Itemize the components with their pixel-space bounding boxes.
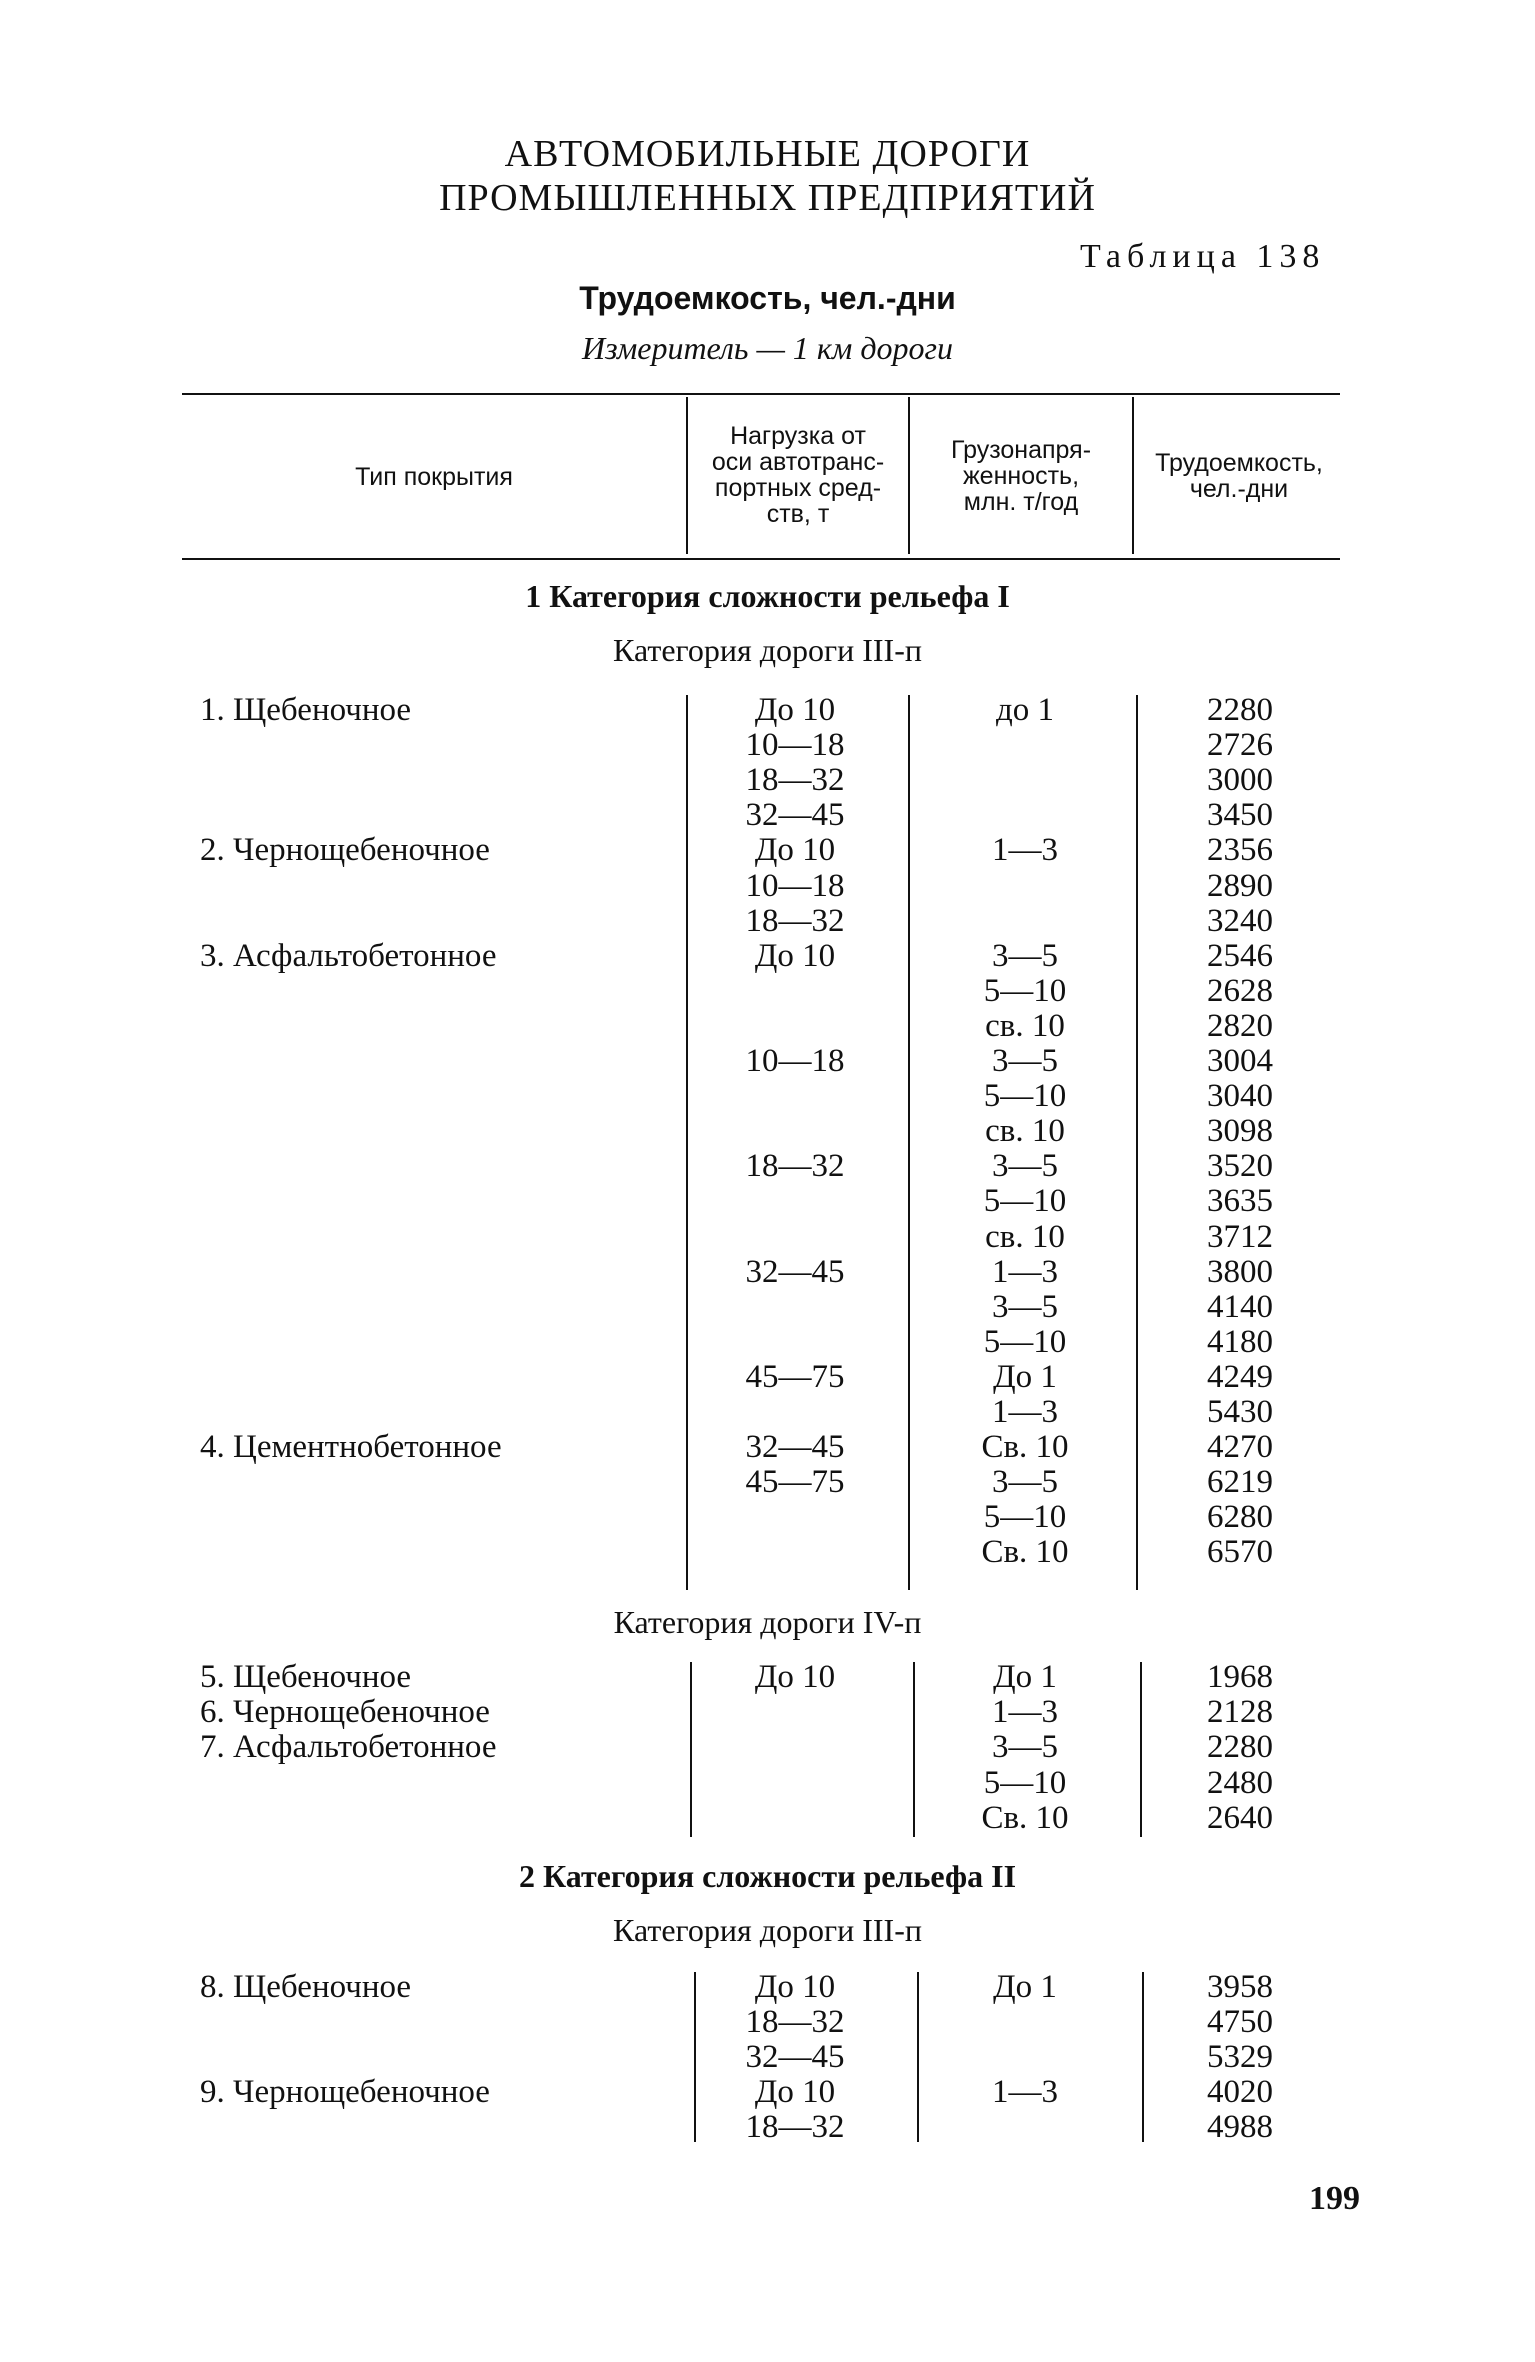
header-labor-line-2: чел.-дни — [1189, 475, 1289, 503]
axle-load-cell: 18—32 — [745, 2004, 845, 2040]
axle-load-cell: 18—32 — [745, 902, 845, 939]
header-load-line-1: Нагрузка от — [730, 422, 866, 450]
labor-intensity-cell: 6570 — [1207, 1534, 1273, 1571]
header-type: Тип покрытия — [355, 463, 513, 491]
freight-intensity-cell: до 1 — [995, 692, 1055, 728]
freight-intensity-cell: 1—3 — [992, 1694, 1058, 1731]
axle-load-cell: 45—75 — [745, 1358, 845, 1395]
freight-intensity-cell: 3—5 — [992, 1288, 1058, 1325]
running-title-line-1: АВТОМОБИЛЬНЫЕ ДОРОГИ — [504, 133, 1031, 175]
freight-intensity-cell: св. 10 — [985, 1218, 1065, 1255]
freight-intensity-cell: 1—3 — [992, 1394, 1058, 1430]
cover-type-cell: 7. Асфальтобетонное — [200, 1729, 497, 1766]
running-title-line-2: ПРОМЫШЛЕННЫХ ПРЕДПРИЯТИЙ — [439, 177, 1096, 219]
freight-intensity-cell: До 1 — [993, 1358, 1057, 1395]
header-freight-line-3: млн. т/год — [963, 488, 1079, 516]
freight-intensity-cell: 5—10 — [983, 1499, 1067, 1536]
axle-load-cell: До 10 — [754, 1969, 836, 2005]
labor-intensity-cell: 4988 — [1207, 2109, 1273, 2145]
axle-load-cell: 18—32 — [745, 2109, 845, 2145]
labor-intensity-cell: 4249 — [1207, 1358, 1273, 1395]
header-divider-2 — [908, 397, 910, 554]
labor-intensity-cell: 2546 — [1207, 937, 1273, 974]
axle-load-cell: 32—45 — [745, 2039, 845, 2075]
section-title-1: 1 Категория сложности рельефа I — [525, 578, 1010, 614]
labor-intensity-cell: 3958 — [1207, 1969, 1273, 2005]
axle-load-cell: 32—45 — [745, 1253, 845, 1290]
freight-intensity-cell: 3—5 — [992, 1729, 1058, 1766]
labor-intensity-cell: 3712 — [1207, 1218, 1273, 1255]
header-bottom-rule — [182, 558, 1340, 560]
axle-load-cell: До 10 — [754, 2074, 836, 2110]
labor-intensity-cell: 2890 — [1207, 867, 1273, 904]
header-divider-1 — [686, 397, 688, 554]
labor-intensity-cell: 2820 — [1207, 1007, 1273, 1044]
axle-load-cell: 18—32 — [745, 762, 845, 799]
labor-intensity-cell: 3098 — [1207, 1113, 1273, 1150]
axle-load-cell: До 10 — [754, 832, 836, 869]
axle-load-cell: 32—45 — [745, 1429, 845, 1466]
header-freight-line-2: женность, — [962, 462, 1080, 490]
section-title-2: 2 Категория сложности рельефа II — [518, 1858, 1017, 1894]
header-load-line-2: оси автотранс- — [711, 448, 885, 476]
labor-intensity-cell: 6280 — [1207, 1499, 1273, 1536]
labor-intensity-cell: 4180 — [1207, 1323, 1273, 1360]
labor-intensity-cell: 2480 — [1207, 1764, 1273, 1801]
freight-intensity-cell: Св. 10 — [981, 1429, 1069, 1466]
freight-intensity-cell: 5—10 — [983, 1183, 1067, 1220]
header-labor-line-1: Трудоемкость, — [1155, 449, 1323, 477]
header-load-line-3: портных сред- — [714, 474, 882, 502]
labor-intensity-cell: 1968 — [1207, 1659, 1273, 1695]
axle-load-cell: 10—18 — [745, 727, 845, 764]
freight-intensity-cell: Св. 10 — [981, 1534, 1069, 1571]
labor-intensity-cell: 3450 — [1207, 797, 1273, 834]
labor-intensity-cell: 2628 — [1207, 972, 1273, 1009]
labor-intensity-cell: 3520 — [1207, 1148, 1273, 1185]
road-category-s2-a: Категория дороги III-п — [613, 1912, 922, 1948]
freight-intensity-cell: 1—3 — [992, 832, 1058, 869]
table-number: Таблица 138 — [1080, 238, 1326, 275]
cover-type-cell: 1. Щебеночное — [200, 692, 412, 728]
axle-load-cell: До 10 — [754, 937, 836, 974]
header-labor — [1136, 450, 1342, 502]
freight-intensity-cell: 5—10 — [983, 972, 1067, 1009]
freight-intensity-cell: 5—10 — [983, 1764, 1067, 1801]
labor-intensity-cell: 3800 — [1207, 1253, 1273, 1290]
cover-type-cell: 5. Щебеночное — [200, 1659, 412, 1695]
page-number: 199 — [1309, 2180, 1360, 2217]
freight-intensity-cell: Св. 10 — [981, 1799, 1069, 1836]
table-measure: Измеритель — 1 км дороги — [582, 330, 953, 366]
freight-intensity-cell: 5—10 — [983, 1078, 1067, 1115]
cover-type-cell: 3. Асфальтобетонное — [200, 937, 497, 974]
header-load — [690, 423, 906, 527]
labor-intensity-cell: 4140 — [1207, 1288, 1273, 1325]
labor-intensity-cell: 2128 — [1207, 1694, 1273, 1731]
road-category-s1-b: Категория дороги IV-п — [613, 1604, 922, 1640]
labor-intensity-cell: 2726 — [1207, 727, 1273, 764]
cover-type-cell: 8. Щебеночное — [200, 1969, 412, 2005]
road-category-s1-a: Категория дороги III-п — [613, 632, 922, 668]
cover-type-cell: 9. Чернощебеночное — [200, 2074, 490, 2110]
freight-intensity-cell: До 1 — [993, 1659, 1057, 1695]
freight-intensity-cell: св. 10 — [985, 1113, 1065, 1150]
labor-intensity-cell: 5329 — [1207, 2039, 1273, 2075]
header-top-rule — [182, 393, 1340, 395]
axle-load-cell: До 10 — [754, 692, 836, 728]
labor-intensity-cell: 4270 — [1207, 1429, 1273, 1466]
freight-intensity-cell: До 1 — [993, 1969, 1057, 2005]
axle-load-cell: 32—45 — [745, 797, 845, 834]
freight-intensity-cell: 1—3 — [992, 1253, 1058, 1290]
cover-type-cell: 4. Цементнобетонное — [200, 1429, 502, 1466]
labor-intensity-cell: 3004 — [1207, 1043, 1273, 1079]
labor-intensity-cell: 2280 — [1207, 692, 1273, 728]
labor-intensity-cell: 2280 — [1207, 1729, 1273, 1766]
freight-intensity-cell: 3—5 — [992, 1043, 1058, 1079]
labor-intensity-cell: 6219 — [1207, 1464, 1273, 1501]
table-caption: Трудоемкость, чел.-дни — [579, 280, 956, 316]
freight-intensity-cell: 1—3 — [992, 2074, 1058, 2110]
labor-intensity-cell: 4750 — [1207, 2004, 1273, 2040]
cover-type-cell: 6. Чернощебеночное — [200, 1694, 490, 1731]
header-divider-3 — [1132, 397, 1134, 554]
axle-load-cell: 10—18 — [745, 1043, 845, 1079]
freight-intensity-cell: 5—10 — [983, 1323, 1067, 1360]
header-freight — [912, 437, 1130, 515]
freight-intensity-cell: 3—5 — [992, 1148, 1058, 1185]
cover-type-cell: 2. Чернощебеночное — [200, 832, 490, 869]
freight-intensity-cell: 3—5 — [992, 1464, 1058, 1501]
freight-intensity-cell: св. 10 — [985, 1007, 1065, 1044]
labor-intensity-cell: 3240 — [1207, 902, 1273, 939]
labor-intensity-cell: 2640 — [1207, 1799, 1273, 1836]
labor-intensity-cell: 3635 — [1207, 1183, 1273, 1220]
freight-intensity-cell: 3—5 — [992, 937, 1058, 974]
labor-intensity-cell: 3040 — [1207, 1078, 1273, 1115]
labor-intensity-cell: 4020 — [1207, 2074, 1273, 2110]
header-load-line-4: ств, т — [766, 500, 830, 528]
labor-intensity-cell: 5430 — [1207, 1394, 1273, 1430]
header-freight-line-1: Грузонапря- — [950, 436, 1092, 464]
labor-intensity-cell: 2356 — [1207, 832, 1273, 869]
axle-load-cell: 45—75 — [745, 1464, 845, 1501]
labor-intensity-cell: 3000 — [1207, 762, 1273, 799]
axle-load-cell: До 10 — [754, 1659, 836, 1695]
axle-load-cell: 10—18 — [745, 867, 845, 904]
axle-load-cell: 18—32 — [745, 1148, 845, 1185]
